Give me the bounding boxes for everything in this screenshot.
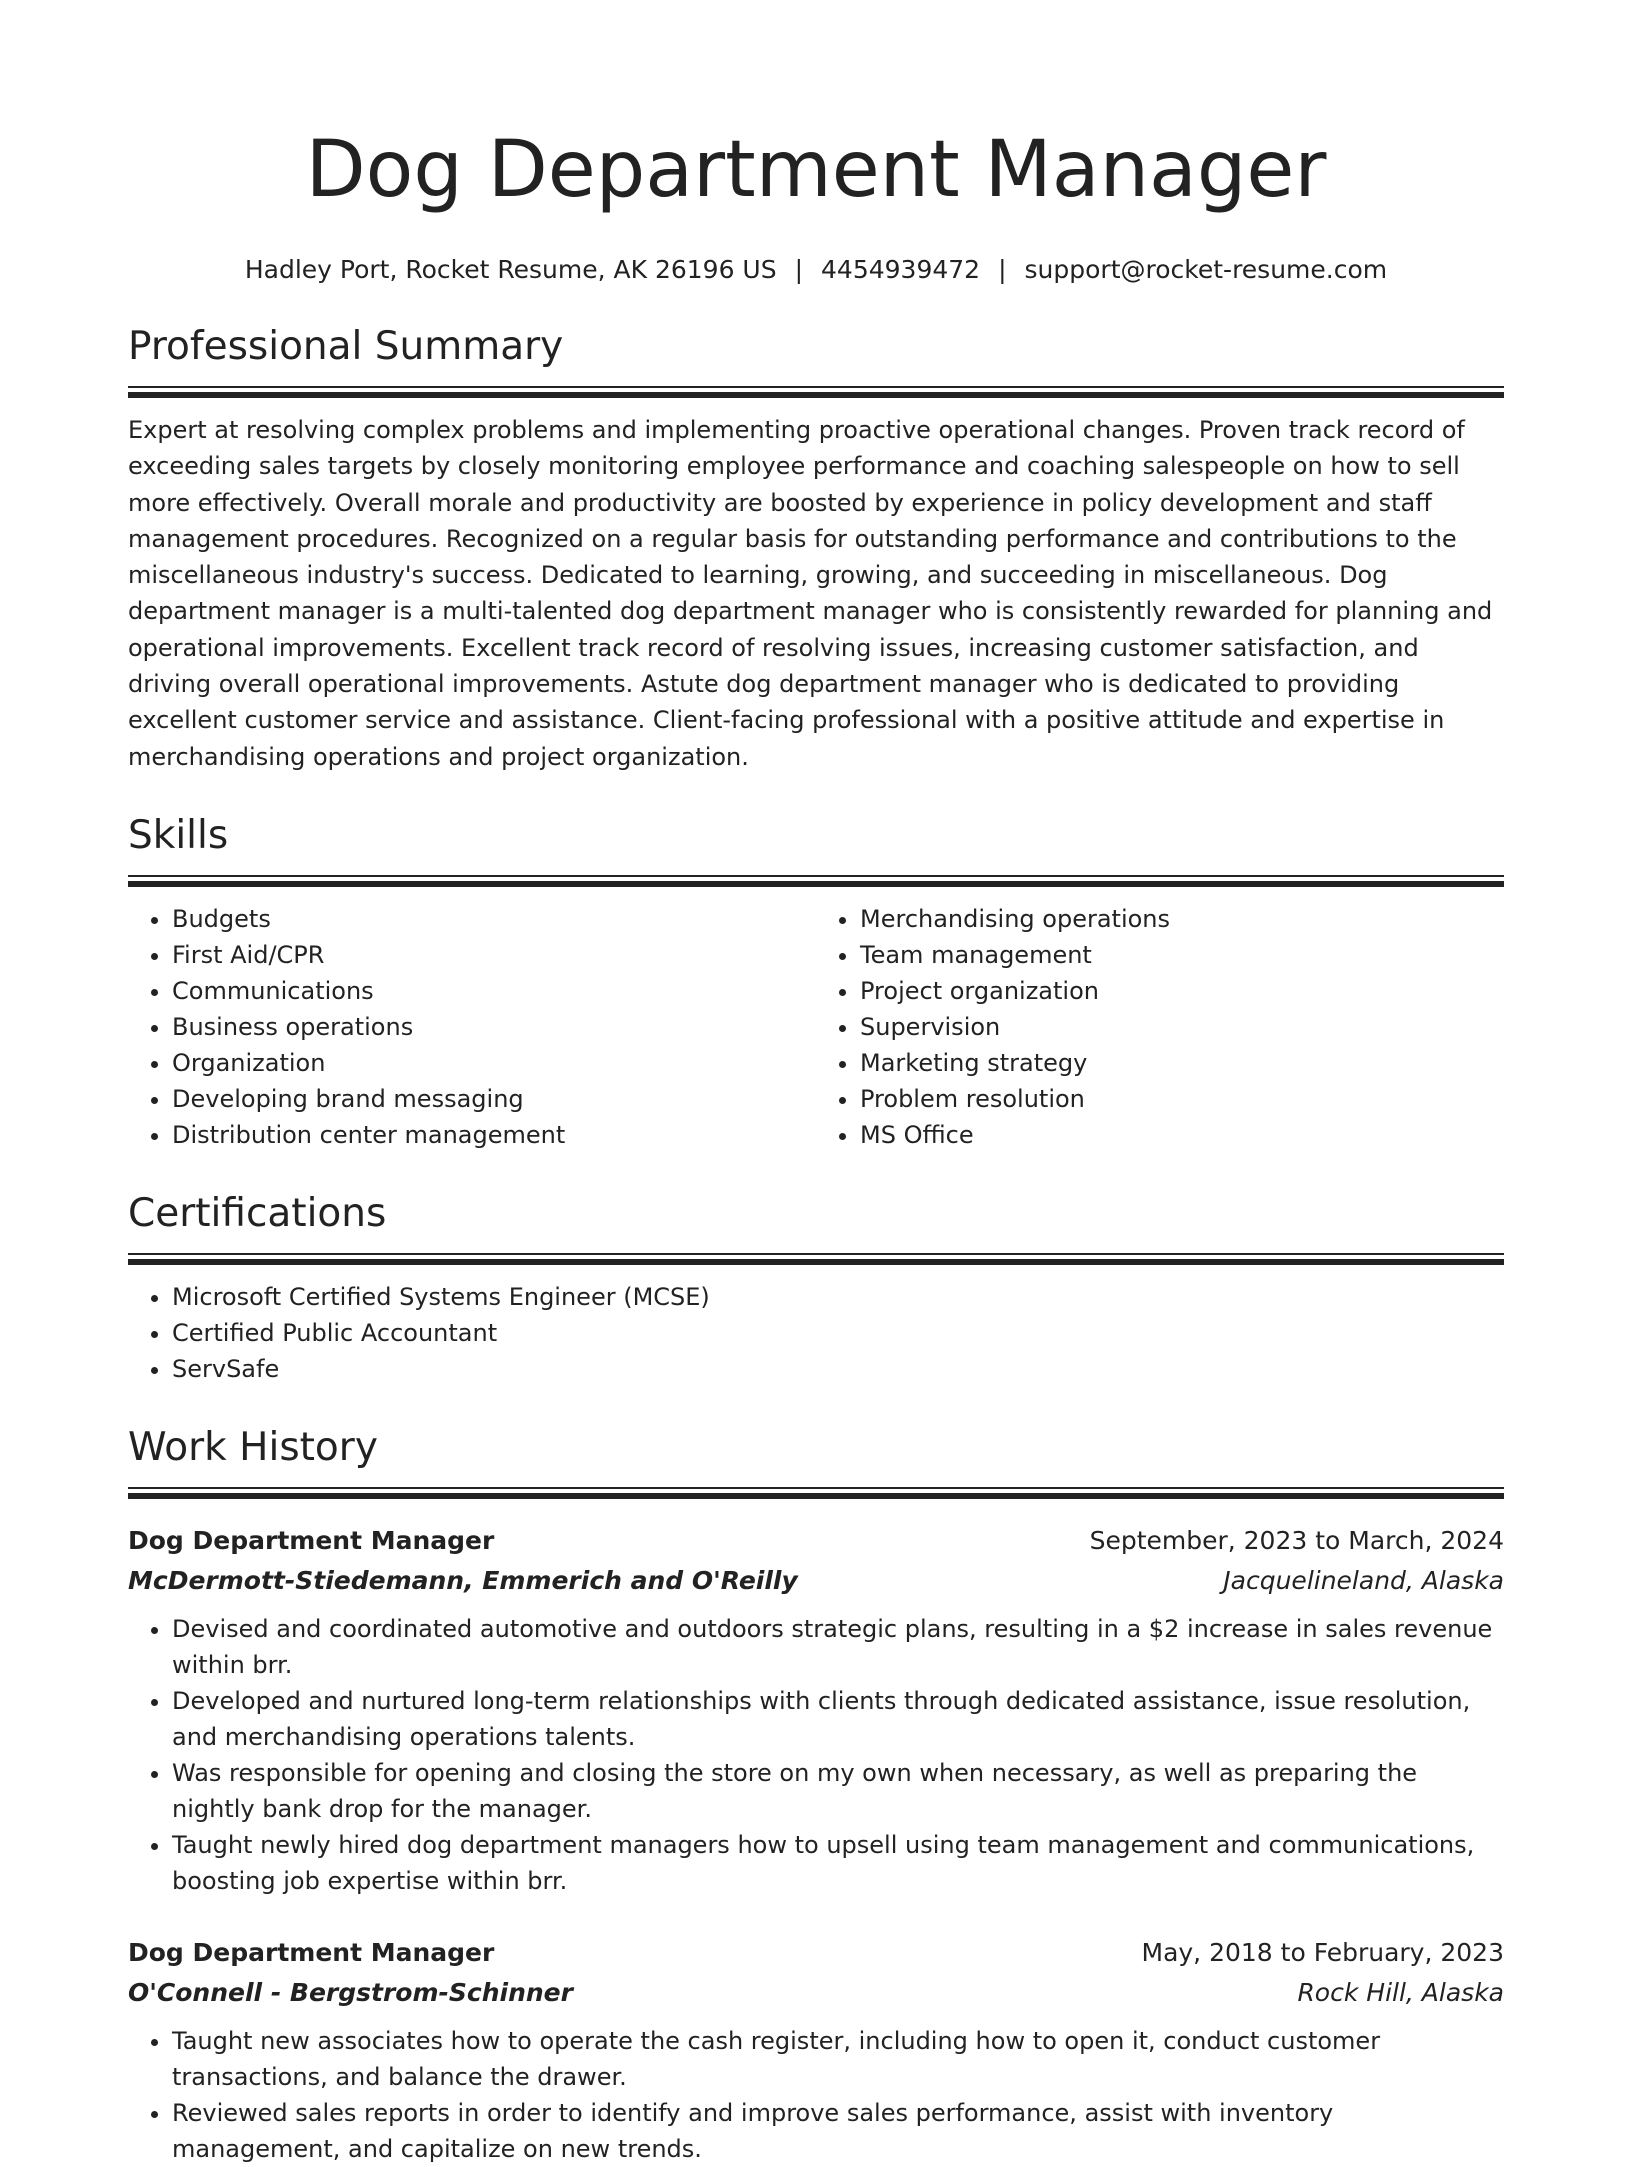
job-bullet: • Taught new associates how to operate the cash register, including how to open it, conduct customer transactions, and balance the drawer.	[172, 2023, 1504, 2095]
skill-item: • Merchandising operations	[860, 901, 1504, 937]
certification-item: • Certified Public Accountant	[172, 1315, 1504, 1351]
skills-list-left	[128, 901, 816, 1153]
skill-item: • Distribution center management	[172, 1117, 816, 1153]
job-bullet: • Developed and nurtured long-term relationships with clients through dedicated assistance, issue resolution, and merchandising operations talents.	[172, 1683, 1504, 1755]
job-title: Dog Department Manager	[128, 1937, 495, 1967]
skill-item: • Supervision	[860, 1009, 1504, 1045]
job-bullet: • Devised and coordinated automotive and outdoors strategic plans, resulting in a $2 increase in sales revenue within brr.	[172, 1611, 1504, 1683]
job-title: Dog Department Manager	[128, 1525, 495, 1555]
skills-columns	[128, 887, 1504, 1153]
job-company: McDermott-Stiedemann, Emmerich and O'Reilly	[128, 1565, 798, 1595]
section-divider	[128, 386, 1504, 398]
summary-section	[128, 322, 1504, 775]
skill-item: • Marketing strategy	[860, 1045, 1504, 1081]
job-company: O'Connell - Bergstrom-Schinner	[128, 1977, 573, 2007]
job-bullet: • Taught newly hired dog department managers how to upsell using team management and communications, boosting job expertise within brr.	[172, 1827, 1504, 1899]
certification-item: • ServSafe	[172, 1351, 1504, 1387]
skill-item: • First Aid/CPR	[172, 937, 816, 973]
contact-phone: 4454939472	[821, 255, 981, 284]
job-subheader	[128, 1561, 1504, 1601]
skill-item: • Team management	[860, 937, 1504, 973]
contact-separator: |	[998, 255, 1007, 284]
contact-address: Hadley Port, Rocket Resume, AK 26196 US	[244, 255, 777, 284]
skills-heading: Skills	[128, 812, 229, 858]
skill-item: • Problem resolution	[860, 1081, 1504, 1117]
skills-section	[128, 811, 1504, 1153]
job-subheader	[128, 1973, 1504, 2013]
resume-name: Dog Department Manager	[305, 125, 1327, 215]
section-divider	[128, 1253, 1504, 1265]
job-entry	[128, 1933, 1504, 2167]
job-header	[128, 1521, 1504, 1561]
summary-text: Expert at resolving complex problems and implementing proactive operational changes. Proven track record of exceeding sales targets by closely monitoring employee performance and coaching salespeople on how to sell more effectively. Overall morale and productivity are boosted by experience in policy development and staff management procedures. Recognized on a regular basis for outstanding performance and contributions to the miscellaneous industry's success. Dedicated to learning, growing, and succeeding in miscellaneous. Dog department manager is a multi-talented dog department manager who is consistently rewarded for planning and operational improvements. Excellent track record of resolving issues, increasing customer satisfaction, and driving overall operational improvements. Astute dog department manager who is dedicated to providing excellent customer service and assistance. Client-facing professional with a positive attitude and expertise in merchandising operations and project organization.	[128, 416, 1493, 771]
job-location: Jacquelineland, Alaska	[1223, 1565, 1504, 1595]
certifications-list	[128, 1279, 1504, 1387]
certifications-section	[128, 1189, 1504, 1387]
skill-item: • Business operations	[172, 1009, 816, 1045]
skill-item: • MS Office	[860, 1117, 1504, 1153]
skill-item: • Project organization	[860, 973, 1504, 1009]
section-divider	[128, 1487, 1504, 1499]
job-bullet: • Reviewed sales reports in order to identify and improve sales performance, assist with inventory management, and capitalize on new trends.	[172, 2095, 1504, 2167]
skill-item: • Budgets	[172, 901, 816, 937]
job-dates: May, 2018 to February, 2023	[1141, 1937, 1504, 1967]
work-history-section	[128, 1423, 1504, 2167]
skill-item: • Communications	[172, 973, 816, 1009]
contact-email: support@rocket-resume.com	[1024, 255, 1388, 284]
job-dates: September, 2023 to March, 2024	[1089, 1525, 1504, 1555]
job-location: Rock Hill, Alaska	[1297, 1977, 1504, 2007]
certifications-heading: Certifications	[128, 1190, 387, 1236]
section-divider	[128, 875, 1504, 887]
contact-line	[128, 254, 1504, 286]
skill-item: • Organization	[172, 1045, 816, 1081]
contact-separator: |	[794, 255, 804, 284]
job-bullets	[128, 1611, 1504, 1899]
job-bullet: • Was responsible for opening and closing the store on my own when necessary, as well as preparing the nightly bank drop for the manager.	[172, 1755, 1504, 1827]
job-bullets	[128, 2023, 1504, 2167]
skills-list-right	[816, 901, 1504, 1153]
skill-item: • Developing brand messaging	[172, 1081, 816, 1117]
job-entry	[128, 1521, 1504, 1899]
summary-heading: Professional Summary	[128, 324, 564, 369]
certification-item: • Microsoft Certified Systems Engineer (MCSE)	[172, 1279, 1504, 1315]
job-header	[128, 1933, 1504, 1973]
work-history-heading: Work History	[128, 1424, 378, 1470]
